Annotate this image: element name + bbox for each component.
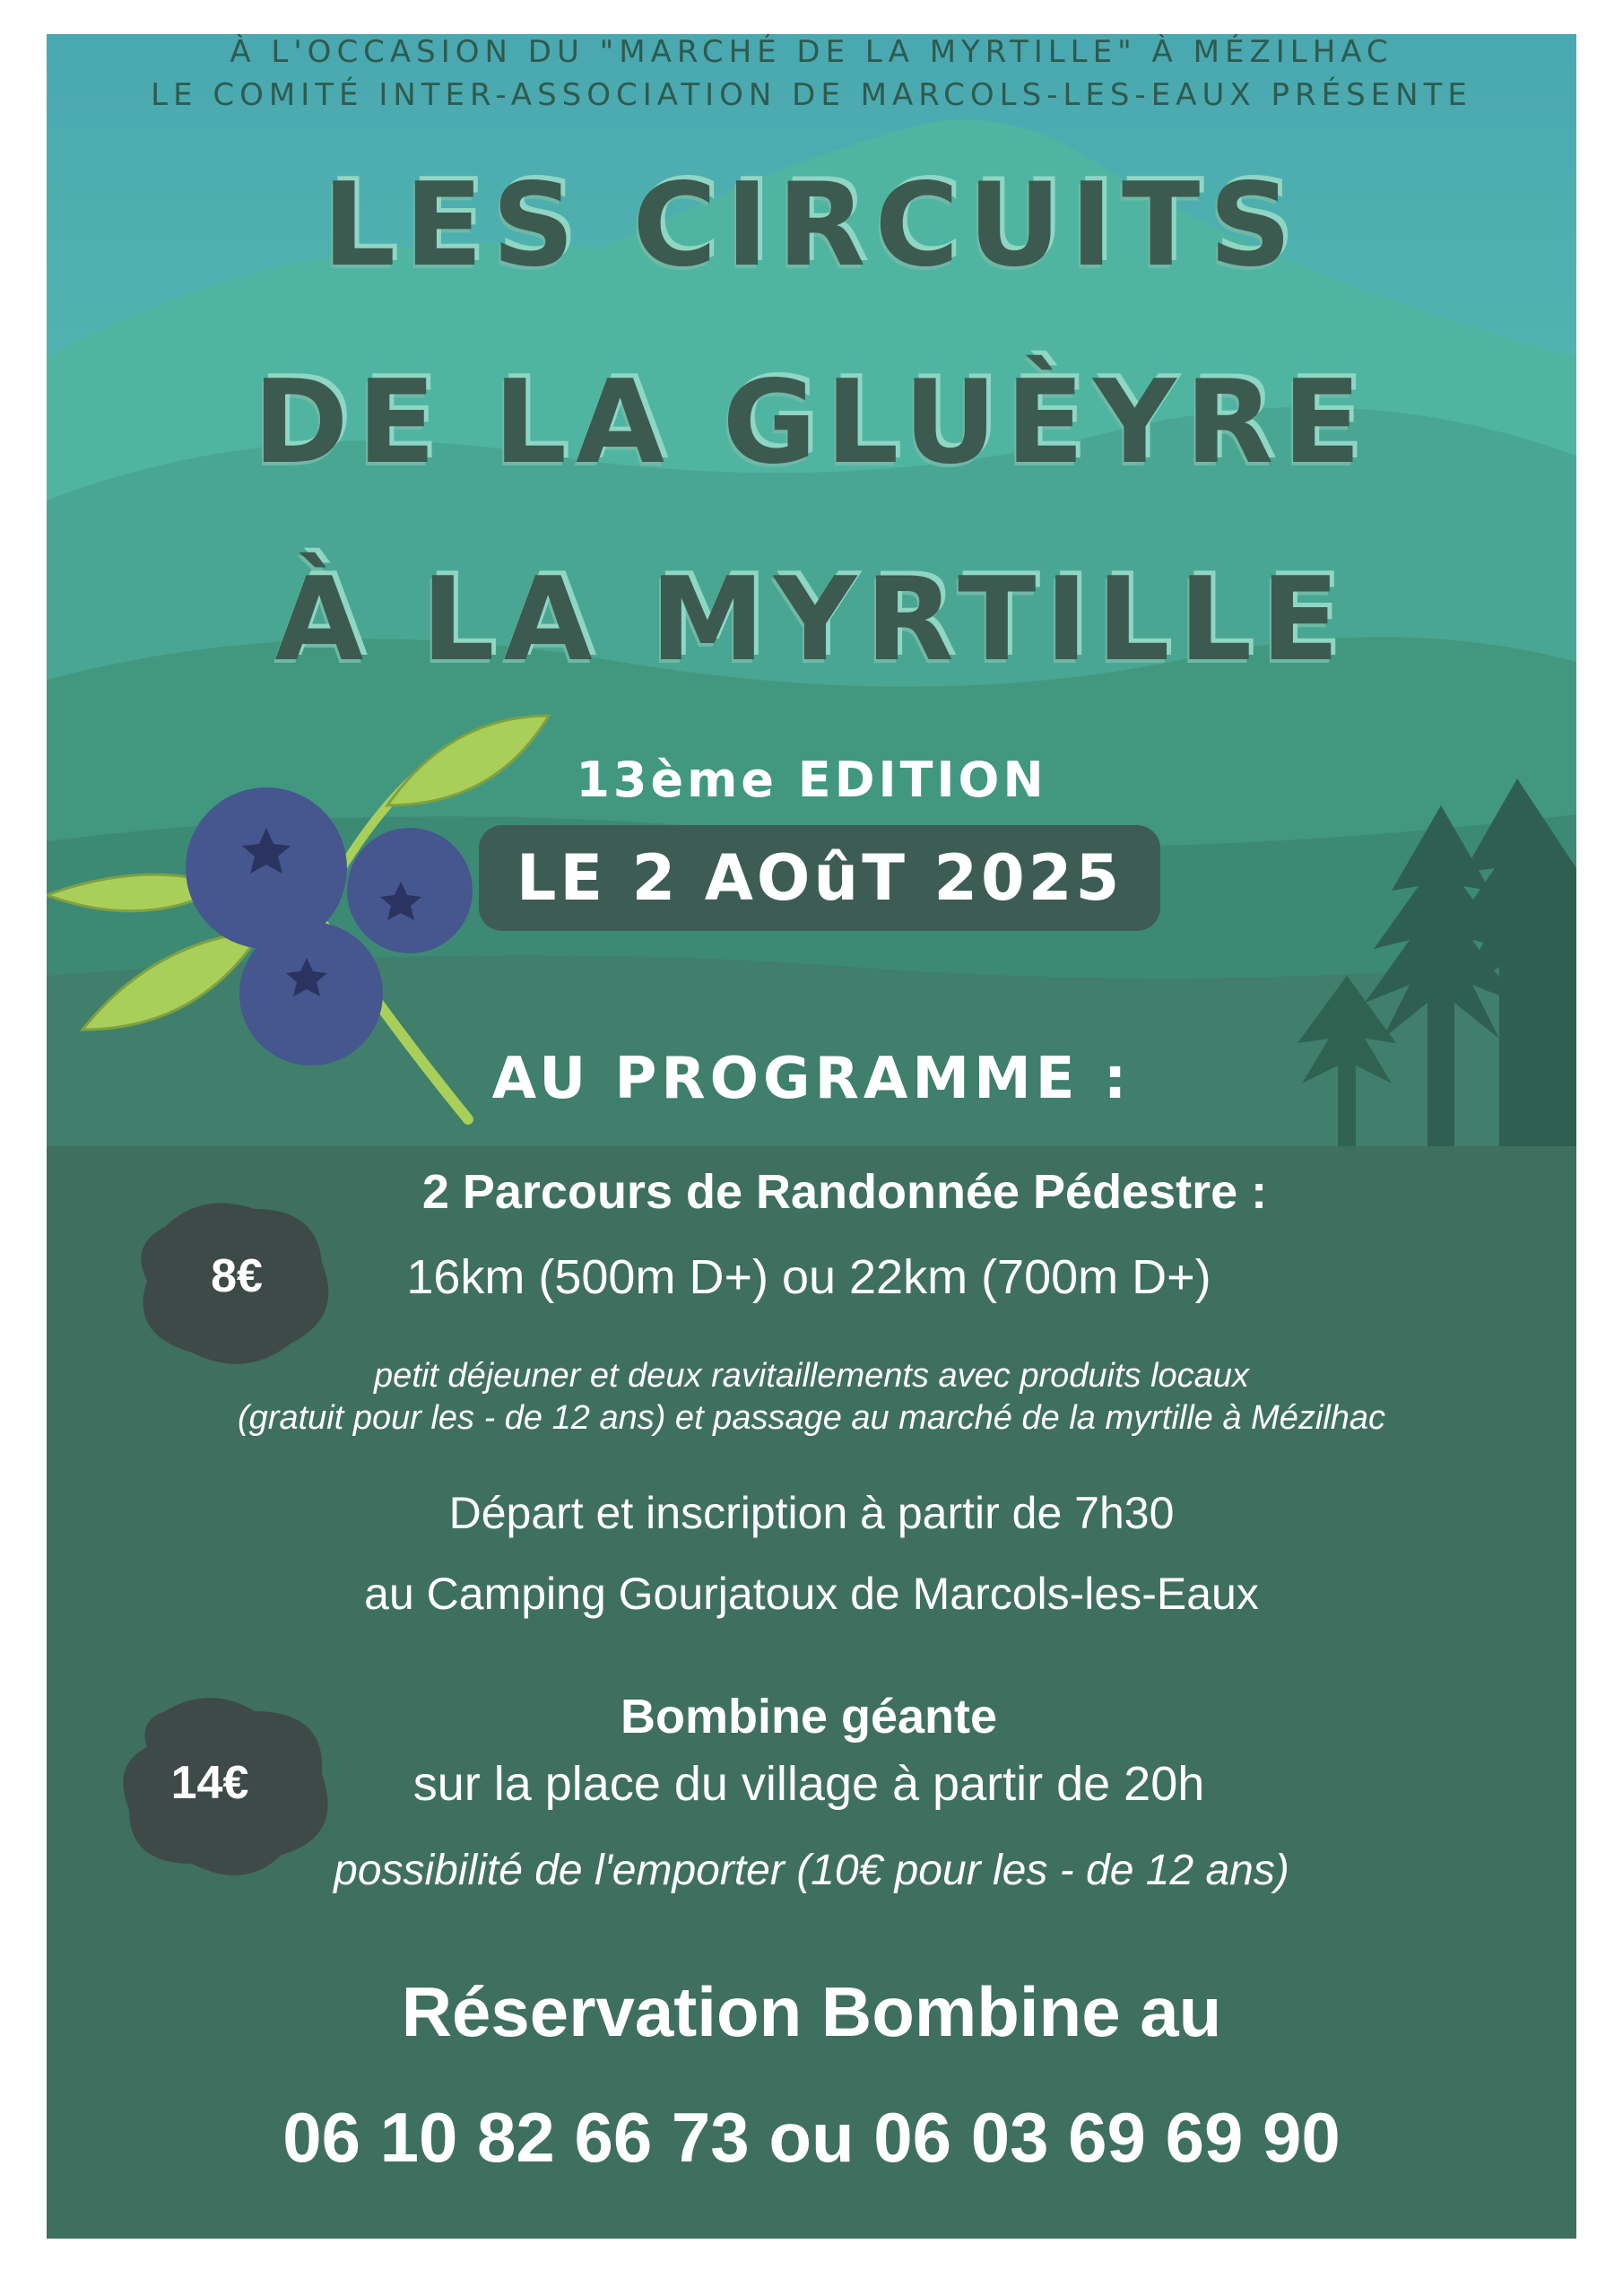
bombine-price: 14€ [170, 1757, 249, 1809]
hike-details-line-1: petit déjeuner et deux ravitaillements avec produits locaux [374, 1357, 1249, 1395]
title-line-2: DE LA GLUÈYRE [253, 356, 1370, 490]
hike-start-line-2: au Camping Gourjatoux de Marcols-les-Eaux [364, 1569, 1259, 1619]
bombine-heading: Bombine géante [620, 1690, 998, 1744]
reservation-phones[interactable]: 06 10 82 66 73 ou 06 03 69 69 90 [282, 2098, 1341, 2177]
hike-start-line-1: Départ et inscription à partir de 7h30 [448, 1488, 1175, 1538]
event-date: LE 2 AOûT 2025 [479, 825, 1160, 931]
hike-details-line-2: (gratuit pour les - de 12 ans) et passage au marché de la myrtille à Mézilhac [238, 1399, 1385, 1437]
intro-line-1: À L'OCCASION DU "MARCHÉ DE LA MYRTILLE" À MÉZILHAC [230, 34, 1393, 70]
poster [47, 34, 1576, 2239]
title-line-1: LES CIRCUITS [322, 159, 1301, 292]
hike-price: 8€ [211, 1250, 263, 1302]
bombine-place: sur la place du village à partir de 20h [412, 1757, 1205, 1811]
bombine-takeaway: possibilité de l'emporter (10€ pour les - de 12 ans) [334, 1847, 1289, 1894]
hike-distances: 16km (500m D+) ou 22km (700m D+) [406, 1250, 1211, 1304]
program-heading: AU PROGRAMME : [491, 1046, 1132, 1112]
hike-heading [316, 1164, 1374, 1220]
edition-label: 13ème EDITION [576, 752, 1047, 808]
hike-heading-colon: : [1237, 1165, 1268, 1219]
intro-line-2: LE COMITÉ INTER-ASSOCIATION DE MARCOLS-LES-EAUX PRÉSENTE [151, 77, 1472, 113]
reservation-label: Réservation Bombine au [401, 1972, 1222, 2051]
hike-heading-text: 2 Parcours de Randonnée Pédestre [421, 1165, 1238, 1219]
title-line-3: À LA MYRTILLE [274, 553, 1349, 687]
